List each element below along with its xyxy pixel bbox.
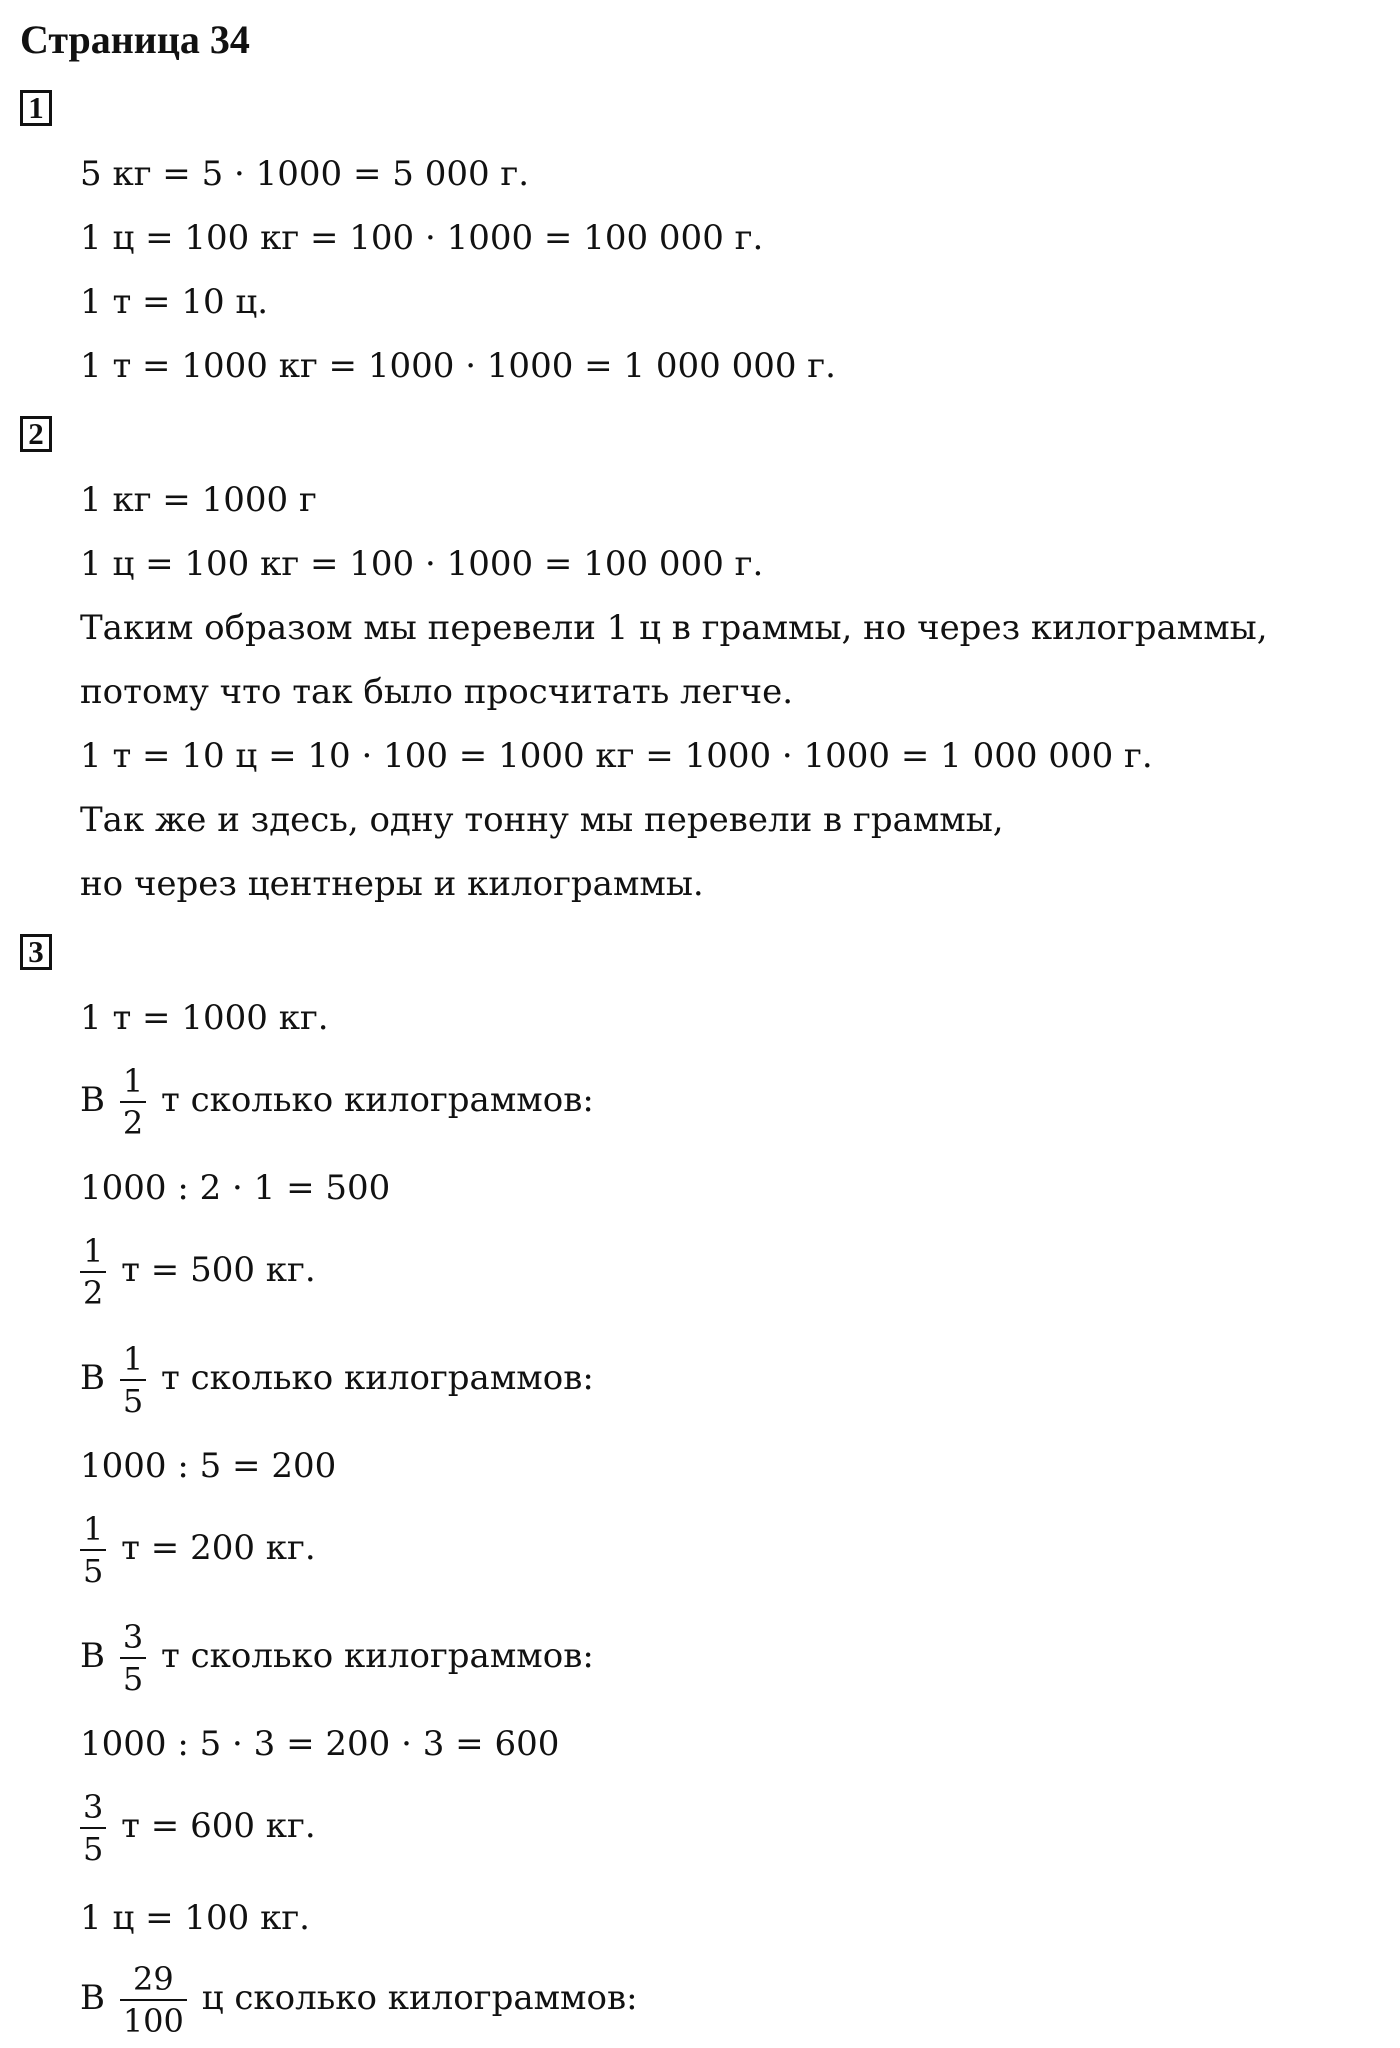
- fraction-line: [80, 1962, 638, 2038]
- fraction-line: [80, 1620, 594, 1696]
- text-line: 1000 : 5 · 3 = 200 · 3 = 600: [80, 1724, 560, 1764]
- fraction-denominator: 5: [83, 1552, 104, 1590]
- text-line: Так же и здесь, одну тонну мы перевели в граммы,: [80, 800, 1004, 840]
- fraction-numerator: 1: [80, 1512, 106, 1551]
- fraction-numerator: 1: [120, 1342, 146, 1381]
- fraction-denominator: 5: [83, 1830, 104, 1868]
- line-prefix: В: [80, 1636, 105, 1676]
- text-line: Таким образом мы перевели 1 ц в граммы, но через килограммы,: [80, 608, 1268, 648]
- text-line: 5 кг = 5 · 1000 = 5 000 г.: [80, 154, 530, 194]
- text-line: но через центнеры и килограммы.: [80, 864, 704, 904]
- text-line: 1 т = 10 ц.: [80, 282, 269, 322]
- line-suffix: т = 200 кг.: [121, 1528, 316, 1568]
- fraction-denominator: 2: [83, 1274, 104, 1312]
- fraction-denominator: 2: [122, 1104, 144, 1142]
- fraction-line: [80, 1790, 316, 1866]
- fraction: [120, 1064, 146, 1140]
- fraction-numerator: 3: [80, 1790, 106, 1829]
- text-line: 1 т = 1000 кг = 1000 · 1000 = 1 000 000 г.: [80, 346, 836, 386]
- fraction-denominator: 5: [122, 1660, 144, 1698]
- text-line: 1000 : 2 · 1 = 500: [80, 1168, 391, 1208]
- line-prefix: В: [80, 1080, 105, 1120]
- line-suffix: т = 600 кг.: [121, 1806, 316, 1846]
- line-prefix: В: [80, 1358, 105, 1398]
- fraction-line: [80, 1234, 316, 1310]
- fraction: [120, 1342, 146, 1418]
- fraction-numerator: 3: [120, 1620, 146, 1659]
- text-line: 1 ц = 100 кг = 100 · 1000 = 100 000 г.: [80, 218, 764, 258]
- fraction-denominator: 100: [122, 2002, 184, 2040]
- fraction: [120, 1620, 146, 1696]
- task-number-3: 3: [20, 934, 52, 970]
- line-prefix: В: [80, 1978, 105, 2018]
- text-line: 1 ц = 100 кг = 100 · 1000 = 100 000 г.: [80, 544, 764, 584]
- fraction-line: [80, 1342, 594, 1418]
- fraction: [80, 1790, 106, 1866]
- line-suffix: т сколько килограммов:: [160, 1358, 594, 1398]
- fraction: [120, 1962, 187, 2038]
- fraction: [80, 1234, 106, 1310]
- fraction-numerator: 29: [120, 1962, 187, 2001]
- fraction-denominator: 5: [122, 1382, 144, 1420]
- text-line: 1 кг = 1000 г: [80, 480, 317, 520]
- line-suffix: т сколько килограммов:: [160, 1636, 594, 1676]
- text-line: 1 ц = 100 кг.: [80, 1898, 310, 1938]
- fraction-line: [80, 1064, 594, 1140]
- fraction: [80, 1512, 106, 1588]
- fraction-numerator: 1: [80, 1234, 106, 1273]
- text-line: потому что так было просчитать легче.: [80, 672, 794, 712]
- line-suffix: т = 500 кг.: [121, 1250, 316, 1290]
- text-line: 1 т = 10 ц = 10 · 100 = 1000 кг = 1000 · 1000 = 1 000 000 г.: [80, 736, 1153, 776]
- fraction-line: [80, 1512, 316, 1588]
- text-line: 1 т = 1000 кг.: [80, 998, 329, 1038]
- page-title: Страница 34: [20, 17, 250, 62]
- text-line: 1000 : 5 = 200: [80, 1446, 337, 1486]
- line-suffix: т сколько килограммов:: [160, 1080, 594, 1120]
- fraction-numerator: 1: [120, 1064, 146, 1103]
- task-number-2: 2: [20, 416, 52, 452]
- line-suffix: ц сколько килограммов:: [201, 1978, 638, 2018]
- task-number-1: 1: [20, 90, 52, 126]
